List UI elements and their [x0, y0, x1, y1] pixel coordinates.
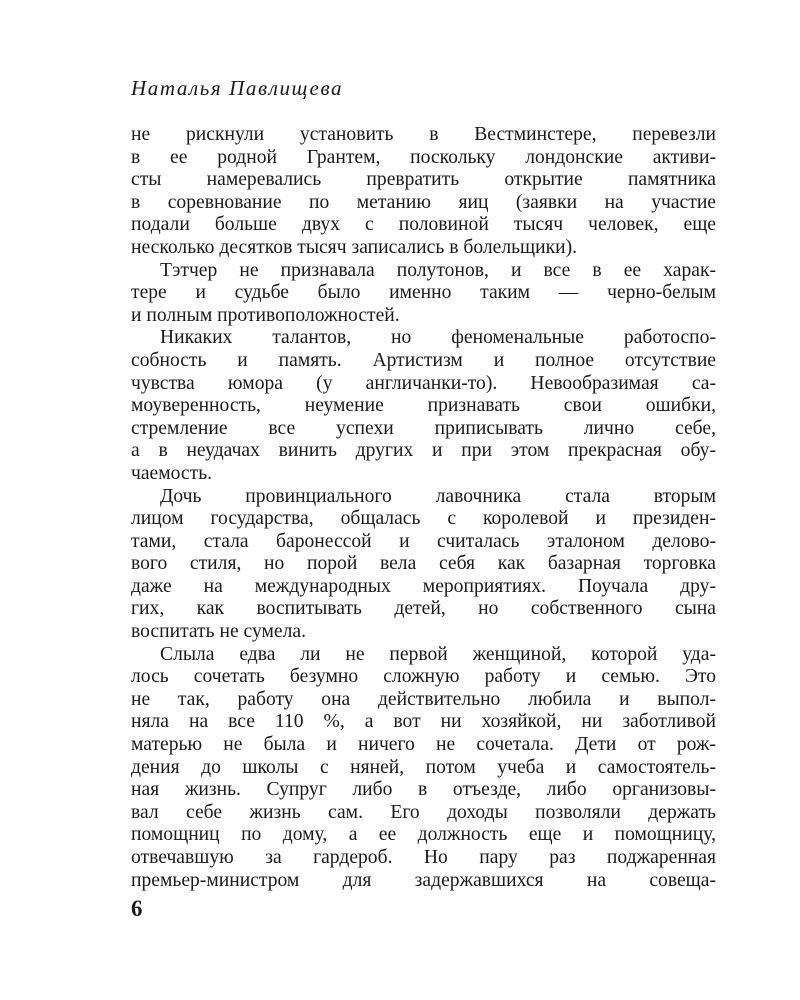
text-line: премьер-министром для задержавшихся на совеща-: [131, 869, 716, 891]
text-line: ная жизнь. Супруг либо в отъезде, либо организовы-: [131, 779, 716, 801]
text-line: даже на международных мероприятиях. Поучала дру-: [131, 575, 716, 597]
text-line: лицом государства, общалась с королевой и президен-: [131, 508, 716, 530]
text-line: а в неудачах винить других и при этом прекрасная обу-: [131, 440, 716, 462]
text-line: стремление все успехи приписывать лично себе,: [131, 417, 716, 439]
text-line: няла на все 110 %, а вот ни хозяйкой, ни заботливой: [131, 711, 716, 733]
text-line: Никаких талантов, но феноменальные работоспо-: [160, 327, 716, 349]
page-number: 6: [131, 896, 143, 921]
text-line: моуверенность, неумение признавать свои ошибки,: [131, 395, 716, 417]
text-line: и полным противоположностей.: [131, 304, 400, 326]
body-text: [131, 124, 716, 892]
text-line: чувства юмора (у англичанки-то). Невообразимая са-: [131, 372, 716, 394]
text-line: сты намеревались превратить открытие памятника: [131, 169, 716, 191]
text-line: тами, стала баронессой и считалась эталоном делово-: [131, 530, 716, 552]
text-line: Слыла едва ли не первой женщиной, которой уда-: [160, 643, 716, 665]
text-line: подали больше двух с половиной тысяч человек, еще: [131, 214, 716, 236]
text-line: дения до школы с няней, потом учеба и самостоятель-: [131, 756, 716, 778]
text-line: вого стиля, но порой вела себя как базарная торговка: [131, 553, 716, 575]
text-line: Тэтчер не признавала полутонов, и все в ее харак-: [160, 259, 716, 281]
running-head-author: Наталья Павлищева: [131, 76, 344, 100]
text-line: в ее родной Грантем, поскольку лондонские активи-: [131, 146, 716, 168]
text-line: гих, как воспитывать детей, но собственного сына: [131, 598, 716, 620]
text-line: матерью не была и ничего не сочетала. Дети от рож-: [131, 734, 716, 756]
text-line: отвечавшую за гардероб. Но пару раз поджаренная: [131, 847, 716, 868]
text-line: в соревнование по метанию яиц (заявки на участие: [131, 191, 716, 213]
text-line: не рискнули установить в Вестминстере, перевезли: [131, 124, 716, 145]
text-line: не так, работу она действительно любила и выпол-: [131, 688, 716, 710]
text-line: Дочь провинциального лавочника стала вторым: [160, 485, 716, 507]
text-line: собность и память. Артистизм и полное отсутствие: [131, 349, 716, 371]
text-line: вал себе жизнь сам. Его доходы позволяли держать: [131, 801, 716, 823]
text-line: несколько десятков тысяч записались в болельщики).: [131, 236, 578, 258]
text-line: тере и судьбе было именно таким — черно-белым: [131, 282, 716, 304]
text-line: лось сочетать безумно сложную работу и семью. Это: [131, 666, 716, 688]
text-line: воспитать не сумела.: [131, 621, 306, 643]
text-line: помощниц по дому, а ее должность еще и помощницу,: [131, 824, 716, 846]
text-line: чаемость.: [131, 462, 213, 484]
